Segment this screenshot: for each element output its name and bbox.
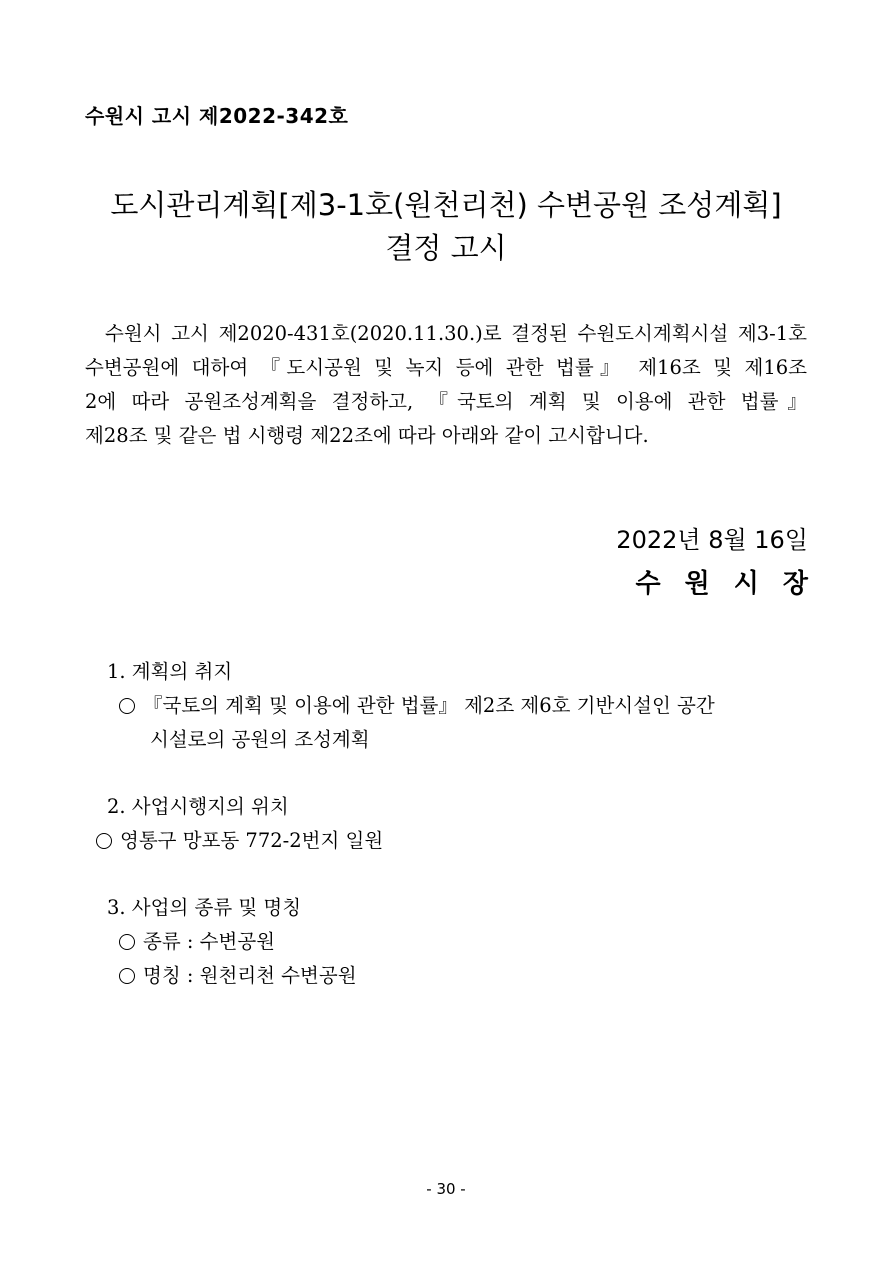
section-3-item-name bbox=[119, 960, 357, 988]
body-line-4: 제28조 및 같은 법 시행령 제22조에 따라 아래와 같이 고시합니다. bbox=[85, 424, 649, 447]
circle-bullet-icon bbox=[119, 968, 135, 984]
page-number: - 30 - bbox=[426, 1180, 466, 1198]
body-line-3: 2에 따라 공원조성계획을 결정하고, 『국토의 계획 및 이용에 관한 법률』 bbox=[85, 390, 807, 413]
title-line-1: 도시관리계획[제3-1호(원천리천) 수변공원 조성계획] bbox=[110, 188, 782, 222]
section-2-heading: 2. 사업시행지의 위치 bbox=[107, 795, 289, 818]
section-1-heading: 1. 계획의 취지 bbox=[107, 660, 233, 683]
section-1-item bbox=[119, 690, 715, 718]
title-line-2: 결정 고시 bbox=[385, 231, 507, 265]
section-2-item bbox=[96, 825, 383, 853]
section-3-item-name-text: 명칭 : 원천리천 수변공원 bbox=[143, 964, 357, 987]
section-2-item-text: 영통구 망포동 772-2번지 일원 bbox=[120, 829, 384, 852]
signer: 수원시장 bbox=[635, 569, 832, 599]
circle-bullet-icon bbox=[119, 934, 135, 950]
notice-date: 2022년 8월 16일 bbox=[616, 526, 808, 554]
section-3-item-type bbox=[119, 926, 275, 954]
section-3-heading: 3. 사업의 종류 및 명칭 bbox=[107, 896, 302, 919]
body-line-1: 수원시 고시 제2020-431호(2020.11.30.)로 결정된 수원도시계획시설 제3-1호 bbox=[105, 322, 807, 345]
notice-number: 수원시 고시 제2022-342호 bbox=[85, 104, 349, 128]
circle-bullet-icon bbox=[96, 833, 112, 849]
section-3-item-type-text: 종류 : 수변공원 bbox=[143, 930, 275, 953]
body-line-2: 수변공원에 대하여 『도시공원 및 녹지 등에 관한 법률』 제16조 및 제16조 bbox=[85, 356, 807, 379]
section-1-item-text: 『국토의 계획 및 이용에 관한 법률』 제2조 제6호 기반시설인 공간 bbox=[143, 694, 715, 717]
circle-bullet-icon bbox=[119, 698, 135, 714]
section-1-item-continued: 시설로의 공원의 조성계획 bbox=[150, 728, 370, 751]
